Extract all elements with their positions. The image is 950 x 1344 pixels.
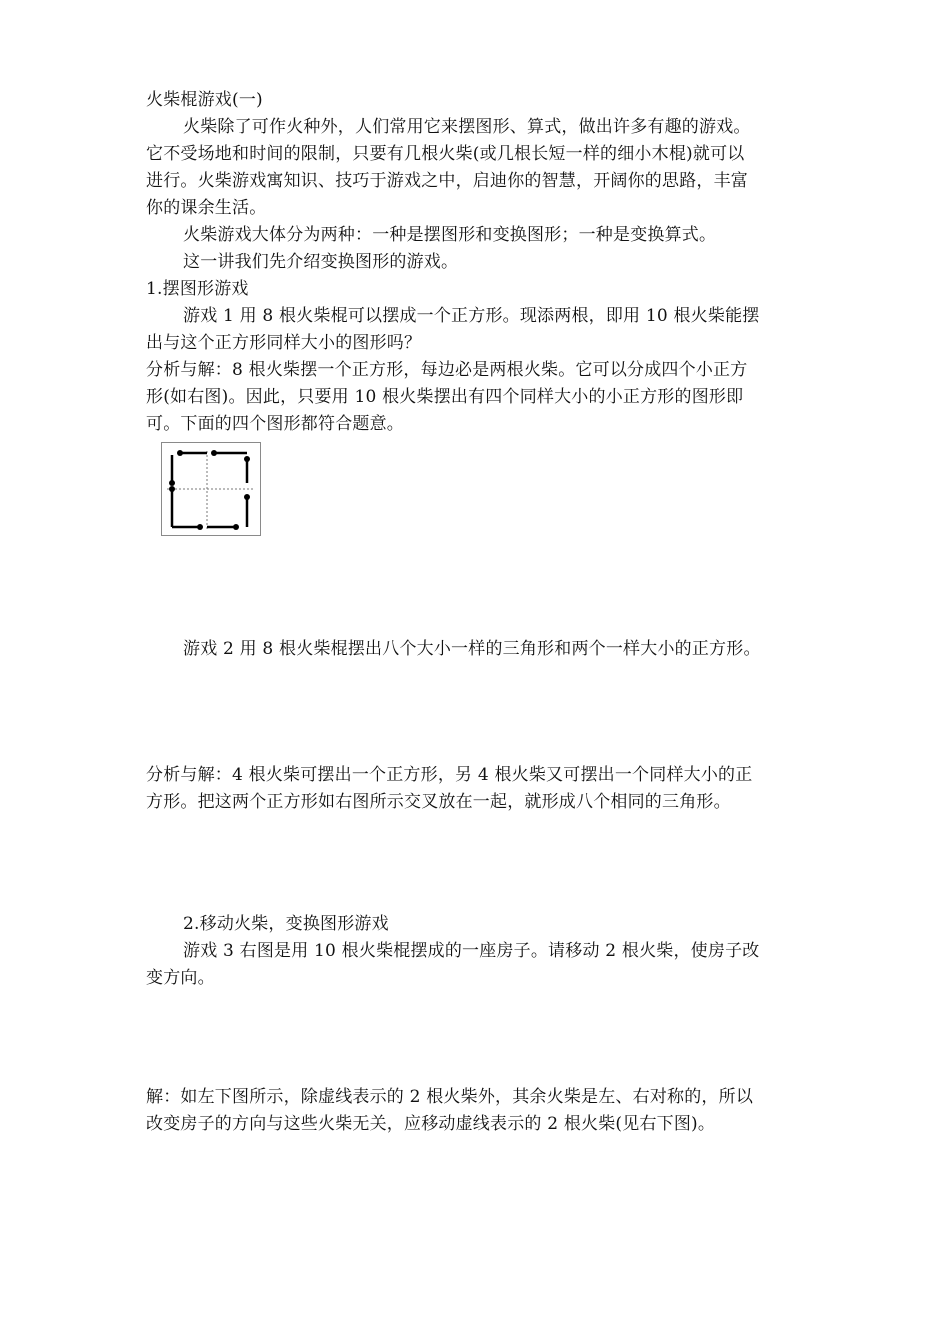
intro-paragraph-1-line-3: 进行。火柴游戏寓知识、技巧于游戏之中，启迪你的智慧，开阔你的思路，丰富: [146, 171, 748, 191]
intro-paragraph-1-line-2: 它不受场地和时间的限制，只要有几根火柴(或几根长短一样的细小木棍)就可以: [146, 144, 745, 164]
analysis-2-line-2: 方形。把这两个正方形如右图所示交叉放在一起，就形成八个相同的三角形。: [146, 792, 731, 812]
solution-line-2: 改变房子的方向与这些火柴无关，应移动虚线表示的 2 根火柴(见右下图)。: [146, 1114, 716, 1134]
game-1-line-2: 出与这个正方形同样大小的图形吗？: [146, 333, 422, 353]
analysis-1-line-3: 可。下面的四个图形都符合题意。: [146, 414, 404, 434]
intro-paragraph-1-line-1: 火柴除了可作火种外，人们常用它来摆图形、算式，做出许多有趣的游戏。: [183, 117, 751, 137]
analysis-1-line-1: 分析与解：8 根火柴摆一个正方形，每边必是两根火柴。它可以分成四个小正方: [146, 360, 748, 380]
section-2-heading: 2.移动火柴，变换图形游戏: [183, 914, 389, 934]
analysis-2-line-1: 分析与解：4 根火柴可摆出一个正方形，另 4 根火柴又可摆出一个同样大小的正: [146, 765, 753, 785]
game-2: 游戏 2 用 8 根火柴棍摆出八个大小一样的三角形和两个一样大小的正方形。: [183, 639, 761, 659]
analysis-1-line-2: 形(如右图)。因此，只要用 10 根火柴摆出有四个同样大小的小正方形的图形即: [146, 387, 744, 407]
solution-line-1: 解：如左下图所示，除虚线表示的 2 根火柴外，其余火柴是左、右对称的，所以: [146, 1087, 754, 1107]
game-3-line-1: 游戏 3 右图是用 10 根火柴棍摆成的一座房子。请移动 2 根火柴，使房子改: [183, 941, 760, 961]
intro-paragraph-1-line-4: 你的课余生活。: [146, 198, 267, 218]
intro-paragraph-2: 火柴游戏大体分为两种：一种是摆图形和变换图形；一种是变换算式。: [183, 225, 717, 245]
game-3-line-2: 变方向。: [146, 968, 215, 988]
intro-paragraph-3: 这一讲我们先介绍变换图形的游戏。: [183, 252, 459, 272]
document-title: 火柴棍游戏(一): [146, 90, 263, 110]
matchstick-square-diagram: [162, 443, 260, 535]
section-1-heading: 1.摆图形游戏: [146, 279, 249, 299]
game-1-line-1: 游戏 1 用 8 根火柴棍可以摆成一个正方形。现添两根，即用 10 根火柴能摆: [183, 306, 760, 326]
matchstick-square-figure: [161, 442, 261, 536]
